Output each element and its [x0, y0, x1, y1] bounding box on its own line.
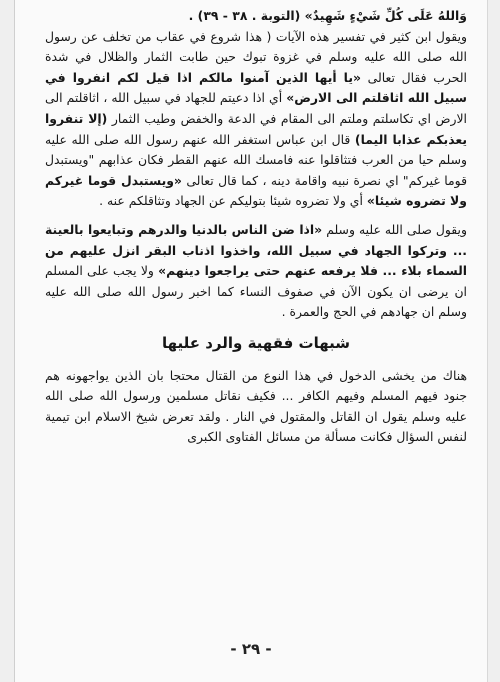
section-heading: شبهات فقهية والرد عليها: [161, 333, 351, 352]
quran-quote: «يا أيها الذين آمنوا مالكم اذا قيل لكم انفروا في سبيل الله اثاقلتم الى الارض»: [45, 69, 467, 106]
hadith-paragraph: [45, 220, 467, 323]
tafsir-paragraph: [45, 27, 467, 212]
body-text: ولا يجب على المسلم ان يرضى ان يكون الآن في صفوف النساء كما اخبر رسول الله صلى الله عليه وسلم ان جهادهم في الحج والعمرة .: [45, 263, 467, 320]
body-text: أي ولا تضروه شيئا بتوليكم عن الجهاد وتثاقلكم عنه .: [99, 193, 367, 209]
hadith-quote: «اذا ضن الناس بالدنيا والدرهم وتبايعوا بالعينة ... وتركوا الجهاد في سبيل الله، واخذوا اذناب البقر انزل عليهم من السماء بلاء ... فلا يرفعه عنهم حتى يراجعوا دينهم»: [45, 221, 467, 279]
quran-text: وَاللهُ عَلَى كُلِّ شَيْءٍ شَهِيدٌ» (التوبة . ٣٨ - ٣٩) .: [188, 8, 467, 23]
page-number: - ٢٩ -: [230, 640, 272, 658]
body-text: قال ابن عباس استغفر الله عنهم رسول الله صلى الله عليه وسلم حيا من العرب فتثاقلوا عنه فامسك الله عنهم القطر فكان عذابهم "ويستبدل قوما غيركم" اي نصرة نبيه واقامة دينه ، كما قال تعالى: [45, 131, 467, 188]
body-text: ويقول ابن كثير في تفسير هذه الآيات ( هذا شروع في عقاب من تخلف عن رسول الله صلى الله عليه وسلم في غزوة تبوك حين طابت الثمار والظلال في شدة الحرب فقال تعالى: [45, 28, 467, 85]
quran-quote: «ويستبدل قوما غيركم ولا تضروه شيئا»: [45, 172, 467, 209]
section-paragraph: هناك من يخشى الدخول في هذا النوع من القتال محتجا بان الذين يواجهونه هم جنود فيهم المسلم وفيهم الكافر ... فكيف نقاتل مسلمين ورسول الله صلى الله عليه وسلم يقول ان القاتل والمقتول في النار . ولقد تعرض شيخ الاسلام ابن تيمية لنفس السؤال فكانت مسألة من مسائل الفتاوى الكبرى: [45, 367, 467, 445]
verse-ending: [45, 6, 467, 27]
page-body: [45, 6, 467, 448]
quran-quote: (إلا تنفروا يعذبكم عذابا اليما): [45, 110, 467, 147]
body-text: أي اذا دعيتم للجهاد في سبيل الله ، اثاقلتم الى الارض اي تكاسلتم وملتم الى المقام في الدعة والخفض وطيب الثمار: [45, 90, 467, 126]
body-text: ويقول صلى الله عليه وسلم: [322, 221, 467, 237]
document-page: [14, 0, 488, 682]
